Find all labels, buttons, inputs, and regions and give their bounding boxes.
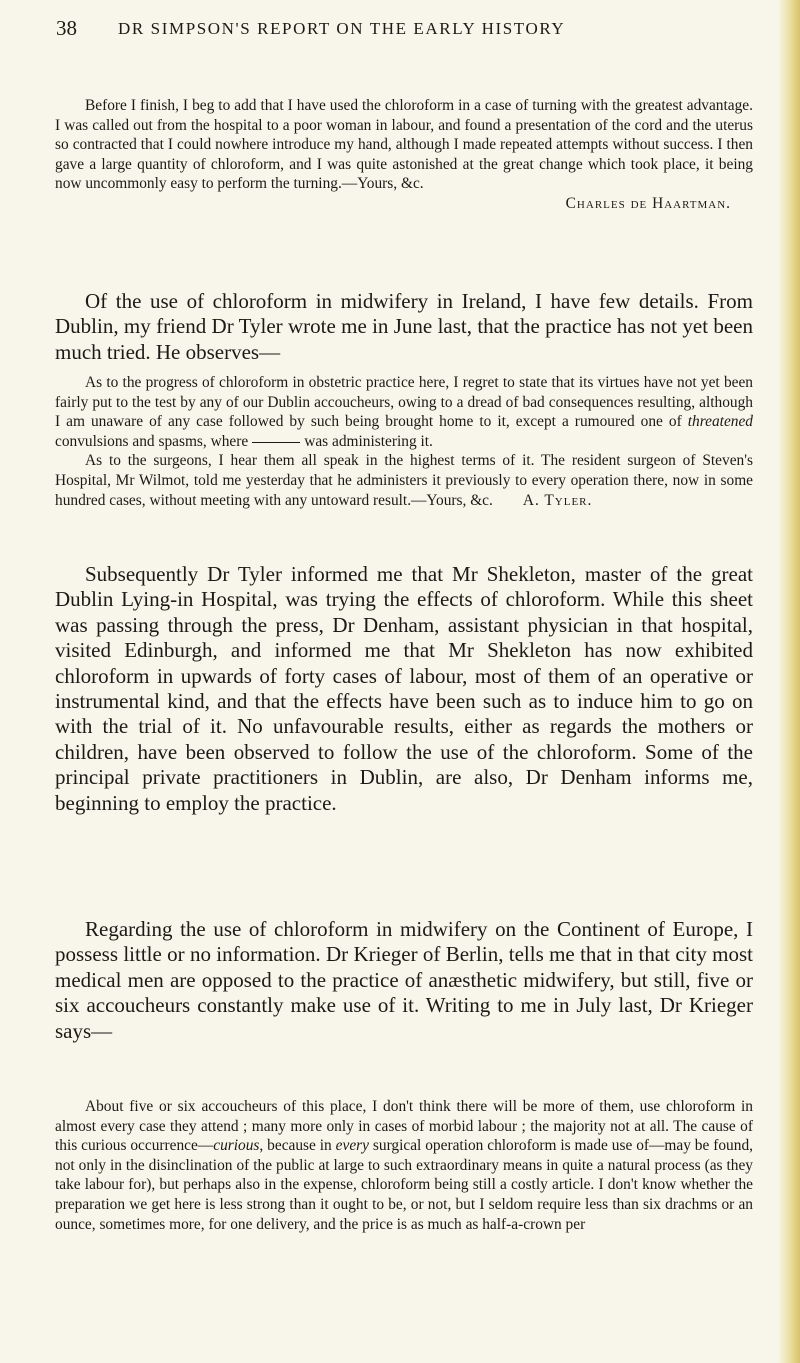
signature-haartman: Charles de Haartman. [565,194,731,212]
page-edge-shading [778,0,800,1363]
paragraph-continent [55,917,753,1044]
letter-tyler-p1 [55,373,753,451]
name-omitted-dash [252,442,300,443]
letter-krieger-text [55,1097,753,1234]
letter-tyler-p1-start: As to the progress of chloroform in obstetric practice here, I regret to state that its virtues have not yet been fairly put to the test by any of our Dublin accoucheurs, owing to a dread of bad consequences resulting, although I am unaware of any case followed by such being brought home to it, except a rumoured one of [55,374,753,431]
letter-tyler-p1-end: was administering it. [304,432,433,450]
letter-tyler-p2-text: As to the surgeons, I hear them all speak in the highest terms of it. The resident surgeon of Steven's Hospital, Mr Wilmot, told me yesterday that he administers it previously to every operation there, now in some hundred cases, without meeting with any untoward result.—Yours, &c. [55,452,753,509]
letter-haartman [55,96,753,214]
curious-italic: curious [213,1137,260,1155]
paragraph-shekleton [55,562,753,816]
page-header [28,16,768,52]
paragraph-continent-text: Regarding the use of chloroform in midwifery on the Continent of Europe, I possess little or no information. Dr Krieger of Berlin, tells me that in that city most medical men are opposed to the practice of anæsthetic midwifery, but still, five or six accoucheurs constantly make use of it. Writing to me in July last, Dr Krieger says— [55,917,753,1043]
every-italic: every [335,1137,369,1155]
letter-krieger-part1: About five or six accoucheurs of this place, I don't think there will be more of them, use chloroform in almost every case they attend ; many more only in cases of morbid labour ; the majority not at all. The cause of this curious occurrence— [55,1098,753,1155]
signature-tyler: A. Tyler. [522,491,593,509]
letter-haartman-text: Before I finish, I beg to add that I have used the chloroform in a case of turning with the greatest advantage. I was called out from the hospital to a poor woman in labour, and found a presentation of the cord and the uterus so contracted that I could nowhere introduce my hand, although I made repeated attempts without success. I then gave a large quantity of chloroform, and I was quite astonished at the great change which took place, it being now uncommonly easy to perform the turning.—Yours, &c. [55,97,753,193]
page-number: 38 [56,16,77,40]
letter-krieger-part3: surgical operation chloroform is made use of—may be found, not only in the disinclination of the public at large to such extraordinary means in quite a natural process (as they take labour for), but perhaps also in the expense, chloroform being still a costly article. I don't know whether the preparation we get here is less strong than it ought to be, or not, but I seldom require less than six drachms or an ounce, sometimes more, for one delivery, and the price is as much as half-a-crown per [55,1137,753,1233]
letter-krieger-part2: , because in [259,1137,336,1155]
paragraph-ireland [55,289,753,365]
letter-tyler [55,373,753,510]
letter-tyler-p2 [55,451,753,510]
letter-krieger [55,1097,753,1234]
threatened-italic: threatened [687,413,753,431]
paragraph-ireland-text: Of the use of chloroform in midwifery in Ireland, I have few details. From Dublin, my friend Dr Tyler wrote me in June last, that the practice has not yet been much tried. He observes— [55,289,753,364]
running-head: DR SIMPSON'S REPORT ON THE EARLY HISTORY [118,19,566,38]
letter-tyler-p1-middle: convulsions and spasms, where [55,432,249,450]
paragraph-shekleton-text: Subsequently Dr Tyler informed me that Mr Shekleton, master of the great Dublin Lying-in Hospital, was trying the effects of chloroform. While this sheet was passing through the press, Dr Denham, assistant physician in that hospital, visited Edinburgh, and informed me that Mr Shekleton has now exhibited chloroform in upwards of forty cases of labour, most of them of an operative or instrumental kind, and that the effects have been such as to induce him to go on with the trial of it. No unfavourable results, either as regards the mothers or children, have been observed to follow the use of the chloroform. Some of the principal private practitioners in Dublin, are also, Dr Denham informs me, beginning to employ the practice. [55,562,753,815]
